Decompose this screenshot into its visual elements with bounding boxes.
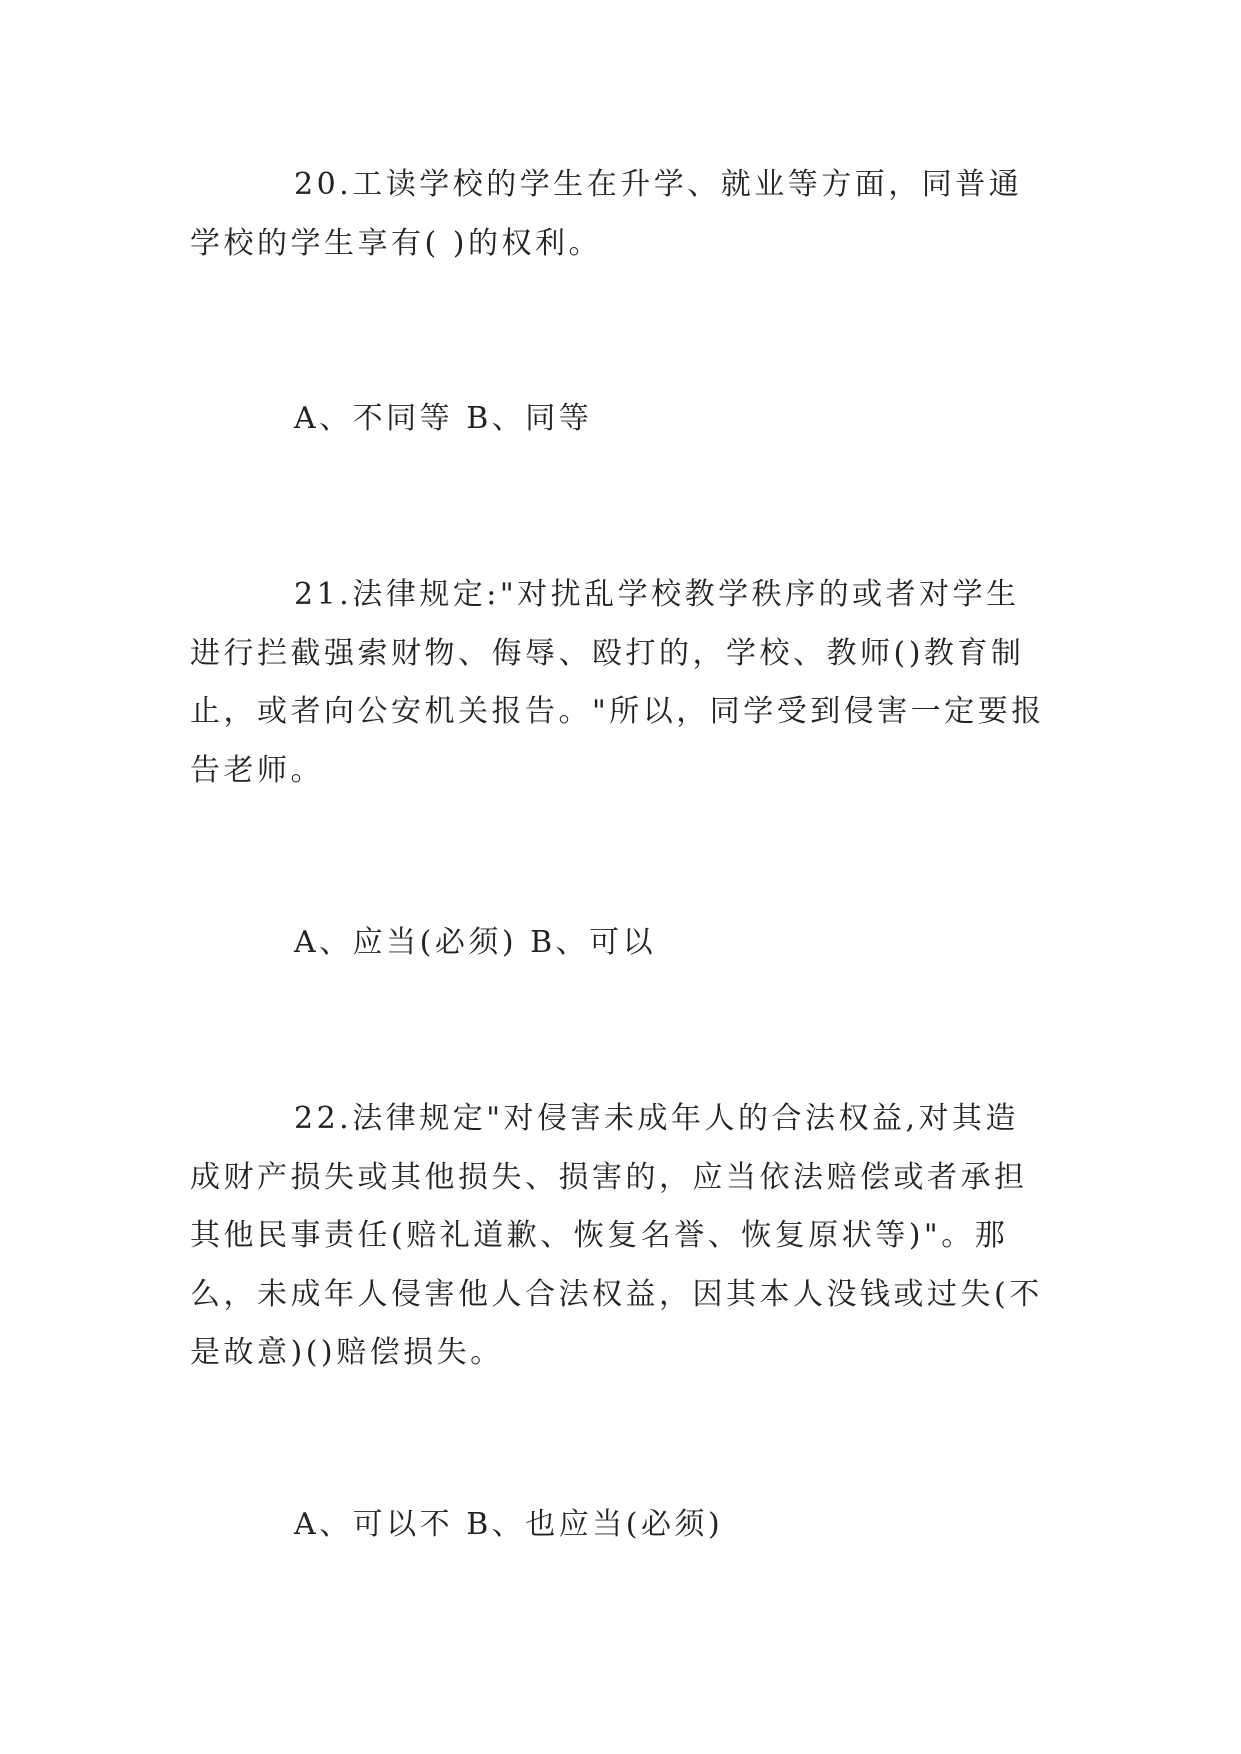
question-22-options: A、可以不 B、也应当(必须)	[294, 1507, 724, 1542]
question-21-options: A、应当(必须) B、可以	[294, 925, 657, 960]
question-22-text: 22.法律规定"对侵害未成年人的合法权益,对其造成财产损失或其他损失、损害的，应当依法赔偿或者承担其他民事责任(赔礼道歉、恢复名誉、恢复原状等)"。那么，未成年人侵害他人合法权益，因其本人没钱或过失(不是故意)()赔偿损失。	[190, 1101, 1043, 1370]
question-21-text: 21.法律规定:"对扰乱学校教学秩序的或者对学生进行拦截强索财物、侮辱、殴打的，学校、教师()教育制止，或者向公安机关报告。"所以，同学受到侵害一定要报告老师。	[190, 577, 1045, 788]
question-20-text: 20.工读学校的学生在升学、就业等方面，同普通学校的学生享有( )的权利。	[190, 167, 1023, 261]
question-20-options: A、不同等 B、同等	[294, 401, 593, 436]
